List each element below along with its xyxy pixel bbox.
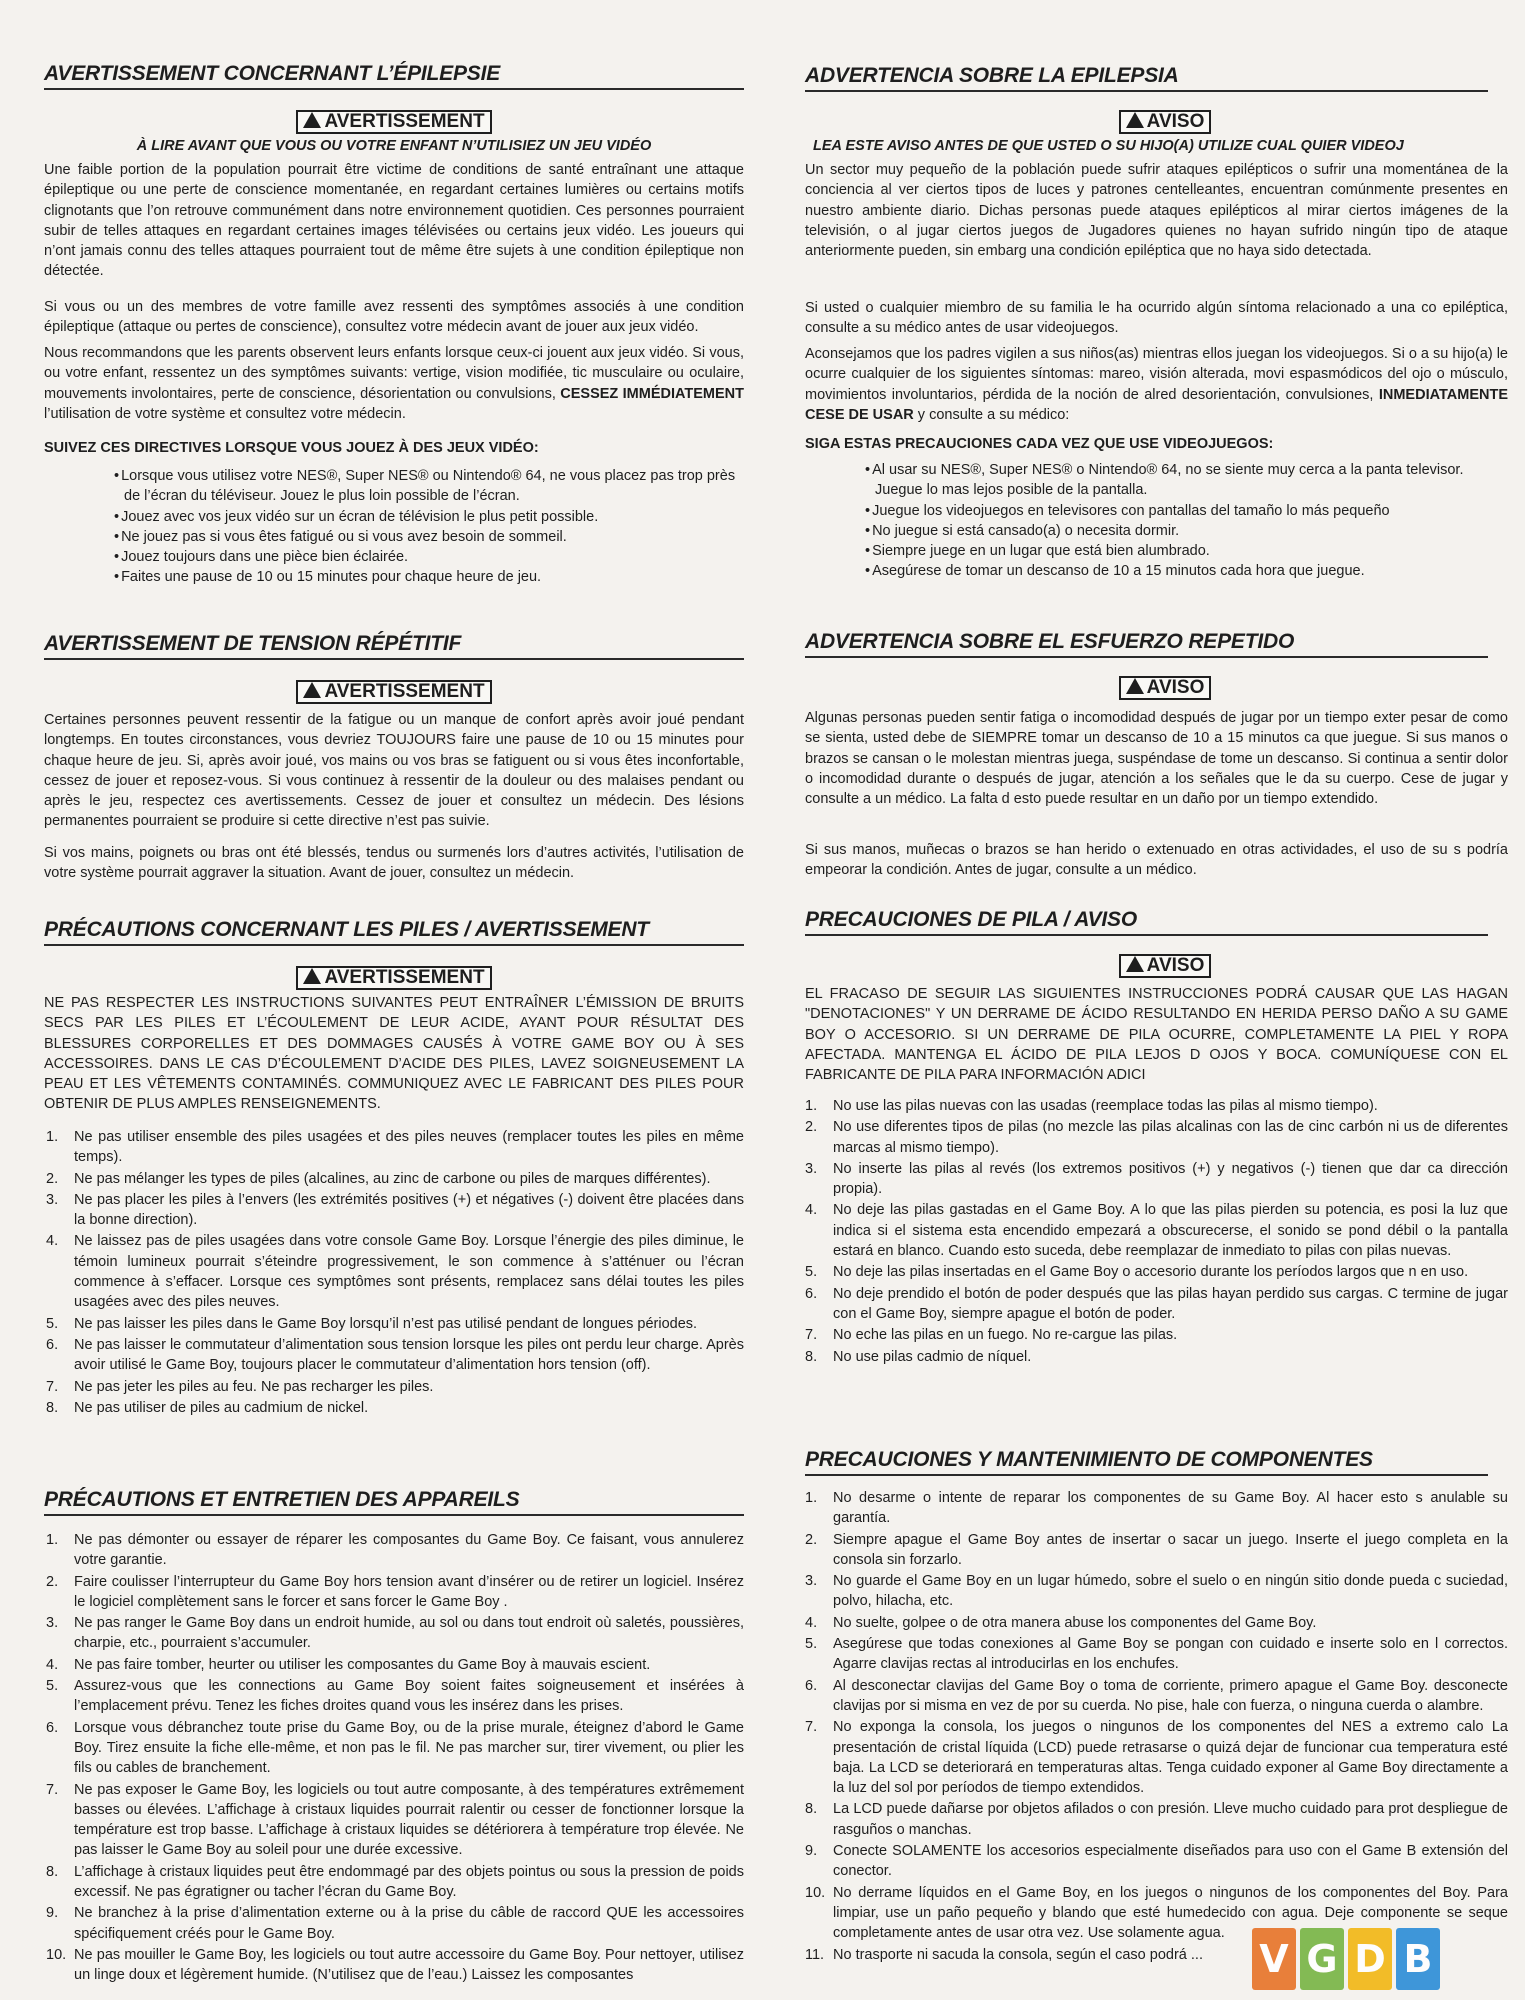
warning-triangle-icon [1126, 112, 1144, 128]
list-item: 2. Ne pas mélanger les types de piles (alcalines, au zinc de carbone ou piles de marques différentes). [46, 1170, 711, 1187]
list-item: 3. Ne pas placer les piles à l’envers (les extrémités positives (+) et négatives (-) doivent être placées dans la bonne direction). [46, 1191, 744, 1229]
warning-badge-row [44, 680, 744, 704]
warning-badge-label: AVERTISSEMENT [324, 111, 485, 132]
epilepsy-paragraph-3 [44, 343, 744, 424]
list-item: 8. L’affichage à cristaux liquides peut être endommagé par des objets pointus ou sous la pression de poids excessif. Ne pas égratigner ou tacher l’écran du Game Boy. [46, 1863, 744, 1901]
list-item: 3. No inserte las pilas al revés (los extremos positivos (+) y negativos (-) tienen que dar ca dirección propia). [805, 1160, 1508, 1198]
warning-badge-row [44, 110, 744, 134]
list-item: 2. Faire coulisser l’interrupteur du Game Boy hors tension avant d’insérer ou de retirer un logiciel. Insérez le logiciel complètement sans le forcer et sans forcer le Game Boy . [46, 1573, 744, 1610]
list-item: 1. Ne pas utiliser ensemble des piles usagées et des piles neuves (remplacer toutes les piles en même temps). [46, 1129, 744, 1166]
section-title-batteries-fr: PRÉCAUTIONS CONCERNANT LES PILES / AVERTISSEMENT [44, 918, 744, 946]
batteries-paragraph-fr: NE PAS RESPECTER LES INSTRUCTIONS SUIVANTES PEUT ENTRAÎNER L’ÉMISSION DE BRUITS SECS PAR LES PILES ET L’ÉCOULEMENT DE LEUR ACIDE, AYANT POUR RÉSULTAT DES BLESSURES CORPORELLES ET DES DOMMAGES CAUSÉS À VOTRE GAME BOY OU À SES ACCESSOIRES. DANS LE CAS D’ÉCOULEMENT D’ACIDE DES PILES, LAVEZ SOIGNEUSEMENT LA PEAU ET LES VÊTEMENTS CONTAMINÉS. COMMUNIQUEZ AVEC LE FABRICANT DES PILES POUR OBTENIR DE PLUS AMPLES RENSEIGNEMENTS. [44, 995, 744, 1113]
directives-list-fr [114, 466, 744, 588]
list-item: 5. No deje las pilas insertadas en el Game Boy o accesorio durante los períodos largos que n en uso. [805, 1264, 1469, 1281]
warning-badge-label: AVISO [1146, 955, 1205, 976]
batteries-paragraph-es: EL FRACASO DE SEGUIR LAS SIGUIENTES INSTRUCCIONES PODRÁ CAUSAR QUE LAS HAGAN "DENOTACIONES" Y UN DERRAME DE ÁCIDO RESULTANDO EN HERIDA PERSO DAÑO A SU GAME BOY O ACCESORIO. SI UN DERRAME DE PILA OCURRE, COMPLETAMENTE LA PIEL Y ROPA AFECTADA. MANTENGA EL ÁCIDO DE PILA LEJOS D OJOS Y BOCA. COMUNÍQUESE CON EL FABRICANTE DE PILA PARA INFORMACIÓN ADICI [805, 986, 1508, 1084]
list-item: 1. No desarme o intente de reparar los componentes de su Game Boy. Al hacer esto s anulable su garantía. [805, 1490, 1508, 1527]
list-item: 8. Ne pas utiliser de piles au cadmium de nickel. [46, 1399, 369, 1416]
list-item: 7. Ne pas jeter les piles au feu. Ne pas recharger les piles. [46, 1378, 434, 1395]
warning-badge-label: AVERTISSEMENT [324, 681, 485, 702]
directives-heading-es: SIGA ESTAS PRECAUCIONES CADA VEZ QUE USE VIDEOJUEGOS: [805, 436, 1274, 452]
watermark-tile: B [1396, 1928, 1440, 1990]
list-item: 5. Assurez-vous que les connections au Game Boy soient faites soigneusement et insérées à l’emplacement prévu. Tenez les fiches droites quand vous les insérez dans les prises. [46, 1678, 744, 1715]
list-item: 10. Ne pas mouiller le Game Boy, les logiciels ou tout autre accessoire du Game Boy. Pour nettoyer, utilisez un linge doux et légèrement humide. (N’utilisez que de l’eau.) Laissez les composantes [46, 1946, 744, 1984]
epilepsy-paragraph-1: Une faible portion de la population pourrait être victime de conditions de santé entraînant une attaque épileptique ou une perte de conscience momentanée, en regardant certaines lumières ou certains motifs clignotants que l’on retrouve communément dans notre environnement quotidien. Ces personnes pourraient subir de telles attaques en regardant certaines images télévisées ou certains jeux vidéo. Les joueurs qui n’ont jamais connu des telles attaques pourraient tout de même être sujets à une condition épileptique non détectée. [44, 162, 744, 280]
epilepsy-paragraph-1-es: Un sector muy pequeño de la población puede sufrir ataques epilépticos o sufrir una momentánea de la conciencia al ver ciertos tipos de luces y patrones centelleantes, encuentran comúnmente presentes en nuestro ambiente diario. Dichas personas puede ataques epilépticos al mirar ciertos imágenes de la televisión, o al jugar ciertos juegos de Jugadores quienes no hayan sufrido ningún tipo de ataque anteriormente pueden, sin embarg una condición epiléptica que no haya sido detectada. [805, 162, 1508, 260]
spanish-column [805, 0, 1508, 2000]
section-title-strain-es: ADVERTENCIA SOBRE EL ESFUERZO REPETIDO [805, 630, 1488, 658]
list-item: 1. No use las pilas nuevas con las usadas (reemplace todas las pilas al mismo tiempo). [805, 1098, 1378, 1114]
strain-paragraph-2-es: Si sus manos, muñecas o brazos se han herido o extenuado en otras actividades, el uso de su s podría empeorar la condición. Antes de jugar, consulte a un médico. [805, 842, 1508, 879]
strain-paragraph-1: Certaines personnes peuvent ressentir de la fatigue ou un manque de confort après avoir joué pendant longtemps. En toutes circonstances, vous devriez TOUJOURS faire une pause de 10 ou 15 minutes pour chaque heure de jeu. Si, après avoir joué, vos mains ou vos bras se fatiguent ou si vous êtes inconfortable, cessez de jouer et reposez-vous. Si vous continuez à ressentir de la douleur ou des malaises pendant ou après le jeu, respectez ces avertissements. Cessez de jouer et consultez un médecin. Des lésions permanentes pourraient se produire si cette directive n’est pas suivie. [44, 712, 744, 830]
list-item: • Al usar su NES®, Super NES® o Nintendo® 64, no se siente muy cerca a la panta televisor. Juegue lo mas lejos posible de la pantalla. [865, 460, 1508, 501]
batteries-list-fr [46, 1127, 744, 1419]
care-list-fr [46, 1530, 744, 1987]
list-item: 5. Ne pas laisser les piles dans le Game Boy lorsqu’il n’est pas utilisé pendant de longues périodes. [46, 1315, 698, 1332]
french-column [44, 0, 744, 2000]
list-item: • Siempre juege en un lugar que está bien alumbrado. [865, 541, 1508, 561]
warning-badge-row [805, 954, 1525, 978]
warning-triangle-icon [303, 968, 321, 984]
list-item: 7. No eche las pilas en un fuego. No re-cargue las pilas. [805, 1327, 1178, 1344]
list-item: 1. Ne pas démonter ou essayer de réparer les composantes du Game Boy. Ce faisant, vous annulerez votre garantie. [46, 1532, 744, 1569]
section-title-epilepsy-es: ADVERTENCIA SOBRE LA EPILEPSIA [805, 64, 1488, 92]
watermark-tile: V [1252, 1928, 1296, 1990]
list-item: 6. Ne pas laisser le commutateur d’alimentation sous tension lorsque les piles ont perdu leur charge. Après avoir utilisé le Game Boy, toujours placer le commutateur d’alimentation hors tension (off). [46, 1336, 744, 1374]
warning-badge-row [805, 110, 1525, 134]
care-list-es [805, 1488, 1508, 1966]
section-title-batteries-es: PRECAUCIONES DE PILA / AVISO [805, 908, 1488, 936]
warning-badge-label: AVISO [1146, 677, 1205, 698]
warning-badge [1119, 676, 1212, 700]
vgdb-watermark-logo [1252, 1928, 1440, 1990]
list-item: 2. Siempre apague el Game Boy antes de insertar o sacar un juego. Inserte el juego completa en la consola sin forzarlo. [805, 1531, 1508, 1568]
list-item: • Faites une pause de 10 ou 15 minutes pour chaque heure de jeu. [114, 567, 744, 587]
warning-badge [296, 680, 491, 704]
section-title-strain-fr: AVERTISSEMENT DE TENSION RÉPÉTITIF [44, 632, 744, 660]
list-item: 9. Ne branchez à la prise d’alimentation externe ou à la prise du câble de raccord QUE les accessoires spécifiquement créés pour le Game Boy. [46, 1905, 744, 1942]
list-item: • Juegue los videojuegos en televisores con pantallas del tamaño lo más pequeño [865, 501, 1508, 521]
warning-triangle-icon [1126, 956, 1144, 972]
list-item: 4. No deje las pilas gastadas en el Game Boy. A lo que las pilas pierden su potencia, es posi la luz que indica si el sistema esta encendido empezará a obscurecerse, el sonido se pond débil o la pantalla estará en blanco. Cuando esto suceda, debe reemplazar de inmediato to pilas con pilas nuevas. [805, 1202, 1508, 1260]
strain-paragraph-1-es: Algunas personas pueden sentir fatiga o incomodidad después de jugar por un tiempo exter pesar de como se sienta, usted debe de SIEMPRE tomar un descanso de 10 a 15 minutos ca que juegue. Si sus manos o brazos se cansan o le molestan mientras juega, suspéndase de tome un descanso. Si continua a sentir dolor o incomodidad durante o después de jugar, atención a los señales que le da su cuerpo. Cese de jugar y consulte a un médico. La falta d esto puede resultar en un daño por un tiempo extendido. [805, 710, 1508, 808]
list-item: 4. Ne laissez pas de piles usagées dans votre console Game Boy. Lorsque l’énergie des piles diminue, le témoin lumineux pourrait s’éteindre progressivement, le son commence à s’atténuer ou l’écran commence à s’effacer. Lorsque ces symptômes sont présents, remplacez sans délai toutes les piles usagées avec des piles neuves. [46, 1233, 744, 1311]
list-item: 5. Asegúrese que todas conexiones al Game Boy se pongan con cuidado e inserte solo en l correctos. Agarre clavijas rectas al introducirlas en los enchufes. [805, 1636, 1508, 1673]
section-title-care-fr: PRÉCAUTIONS ET ENTRETIEN DES APPAREILS [44, 1488, 744, 1516]
list-item: • Ne jouez pas si vous êtes fatigué ou si vous avez besoin de sommeil. [114, 527, 744, 547]
list-item: 6. Al desconectar clavijas del Game Boy o toma de corriente, primero apague el Game Boy. desconecte clavijas por si misma en vez de por su cuerda. No pise, hale con fuerza, o ninguna cuerda o alambre. [805, 1677, 1508, 1714]
list-item: • Lorsque vous utilisez votre NES®, Super NES® ou Nintendo® 64, ne vous placez pas trop près de l’écran du téléviseur. Jouez le plus loin possible de l’écran. [114, 466, 744, 507]
warning-triangle-icon [303, 682, 321, 698]
batteries-list-es [805, 1096, 1508, 1368]
warning-badge-label: AVISO [1146, 111, 1205, 132]
epilepsy-p3-end: l’utilisation de votre système et consultez votre médecin. [44, 405, 406, 422]
warning-badge-row [805, 676, 1525, 700]
list-item: • Asegúrese de tomar un descanso de 10 a 15 minutos cada hora que juegue. [865, 561, 1508, 581]
watermark-tile: D [1348, 1928, 1392, 1990]
section-title-care-es: PRECAUCIONES Y MANTENIMIENTO DE COMPONENTES [805, 1448, 1488, 1476]
warning-badge [1119, 110, 1212, 134]
list-item: 9. Conecte SOLAMENTE los accesorios especialmente diseñados para uso con el Game B extensión del conector. [805, 1843, 1508, 1880]
epilepsy-paragraph-2: Si vous ou un des membres de votre famille avez ressenti des symptômes associés à une condition épileptique (attaque ou pertes de conscience), consultez votre médecin avant de jouer aux jeux vidéo. [44, 299, 744, 336]
list-item: 3. No guarde el Game Boy en un lugar húmedo, sobre el suelo o en ningún sitio donde pueda c suciedad, polvo, hilacha, etc. [805, 1573, 1508, 1610]
warning-badge-label: AVERTISSEMENT [324, 967, 485, 988]
section-title-epilepsy-fr: AVERTISSEMENT CONCERNANT L’ÉPILEPSIE [44, 62, 744, 90]
warning-badge [296, 110, 491, 134]
directives-list-es [865, 460, 1508, 582]
watermark-tile: G [1300, 1928, 1344, 1990]
warning-badge [296, 966, 491, 990]
epilepsy-paragraph-2-es: Si usted o cualquier miembro de su familia le ha ocurrido algún síntoma relacionado a una co epiléptica, consulte a su médico antes de usar videojuegos. [805, 300, 1508, 337]
list-item: 8. La LCD puede dañarse por objetos afilados o con presión. Lleve mucho cuidado para prot despliegue de rasguños o manchas. [805, 1801, 1508, 1838]
warning-triangle-icon [1126, 678, 1144, 694]
warning-triangle-icon [303, 112, 321, 128]
list-item: 11. No trasporte ni sacuda la consola, según el caso podrá ... [805, 1946, 1203, 1963]
list-item: • Jouez avec vos jeux vidéo sur un écran de télévision le plus petit possible. [114, 507, 744, 527]
list-item: 6. No deje prendido el botón de poder después que las pilas hayan perdido sus cargas. C termine de jugar con el Game Boy, siempre apague el botón de poder. [805, 1285, 1508, 1322]
epilepsy-p3-emphasis: CESSEZ IMMÉDIATEMENT [560, 385, 745, 402]
list-item: 4. No suelte, golpee o de otra manera abuse los componentes del Game Boy. [805, 1614, 1317, 1631]
list-item: 7. Ne pas exposer le Game Boy, les logiciels ou tout autre composante, à des températures extrêmement basses ou élevées. L’affichage à cristaux liquides pourrait ralentir ou cesser de fonctionner lorsque la température est trop basse. L’affichage à cristaux liquides se détériorera à température trop élevée. Ne pas laisser le Game Boy au soleil pour une durée excessive. [46, 1781, 744, 1859]
list-item: • Jouez toujours dans une pièce bien éclairée. [114, 547, 744, 567]
list-item: 7. No exponga la consola, los juegos o ningunos de los componentes del NES a extremo calo La presentación de cristal líquida (LCD) puede retrasarse o quizá dejar de funcionar cua temperatura esté baja. La LCD se deteriorará en temperaturas altas. Tenga cuidado exponer al Game Boy directamente a la luz del sol por períodos de tiempo extendidos. [805, 1719, 1508, 1797]
directives-heading-fr: SUIVEZ CES DIRECTIVES LORSQUE VOUS JOUEZ À DES JEUX VIDÉO: [44, 440, 539, 456]
list-item: 8. No use pilas cadmio de níquel. [805, 1348, 1032, 1365]
list-item: 3. Ne pas ranger le Game Boy dans un endroit humide, au sol ou dans tout endroit où saletés, poussières, charpie, etc., pourraient s’accumuler. [46, 1615, 744, 1652]
list-item: 4. Ne pas faire tomber, heurter ou utiliser les composantes du Game Boy à mauvais escient. [46, 1656, 651, 1673]
epilepsy-subhead-fr: À LIRE AVANT QUE VOUS OU VOTRE ENFANT N’UTILISIEZ UN JEU VIDÉO [136, 138, 652, 154]
epilepsy-subhead-es: LEA ESTE AVISO ANTES DE QUE USTED O SU HIJO(A) UTILIZE CUAL QUIER VIDEOJ [813, 138, 1404, 154]
list-item: 10. No derrame líquidos en el Game Boy, en los juegos o ningunos de los componentes del Boy. Para limpiar, use un paño pequeño y blando que esté humedecido con agua. Deje componente se seque completamente antes de usar otra vez. Use solamente agua. [805, 1884, 1508, 1942]
epilepsy-p3-text: Nous recommandons que les parents observent leurs enfants lorsque ceux-ci jouent aux jeux vidéo. Si vous, ou votre enfant, ressentez un des symptômes suivants: vertige, vision modifiée, tic musculaire ou oculaire, mouvements involontaires, perte de conscience, désorientation ou convulsions, [44, 345, 744, 402]
epilepsy-paragraph-3-es: Aconsejamos que los padres vigilen a sus niños(as) mientras ellos juegan los videojuegos. Si o a su hijo(a) le ocurre cualquier de los siguientes síntomas: mareo, visión alterada, movi espasmódicos del ojo o músculo, movimientos involuntarios, pérdida de la noción de alred desorientación, convulsiones, INMEDIATAMENTE CESE DE USAR y consulte a su médico: [805, 346, 1508, 423]
list-item: 6. Lorsque vous débranchez toute prise du Game Boy, ou de la prise murale, éteignez d’abord le Game Boy. Tirez ensuite la fiche elle-même, et non pas le fil. Ne pas marcher sur, tirer vivement, ou plier les fils ou cables de branchement. [46, 1719, 744, 1777]
strain-paragraph-2: Si vos mains, poignets ou bras ont été blessés, tendus ou surmenés lors d’autres activités, l’utilisation de votre système pourrait aggraver la situation. Avant de jouer, consultez un médecin. [44, 845, 744, 882]
list-item: 2. No use diferentes tipos de pilas (no mezcle las pilas alcalinas con las de cinc carbón ni us de diferentes marcas al mismo tiempo). [805, 1119, 1508, 1156]
warning-badge-row [44, 966, 744, 990]
list-item: • No juegue si está cansado(a) o necesita dormir. [865, 521, 1508, 541]
warning-badge [1119, 954, 1212, 978]
